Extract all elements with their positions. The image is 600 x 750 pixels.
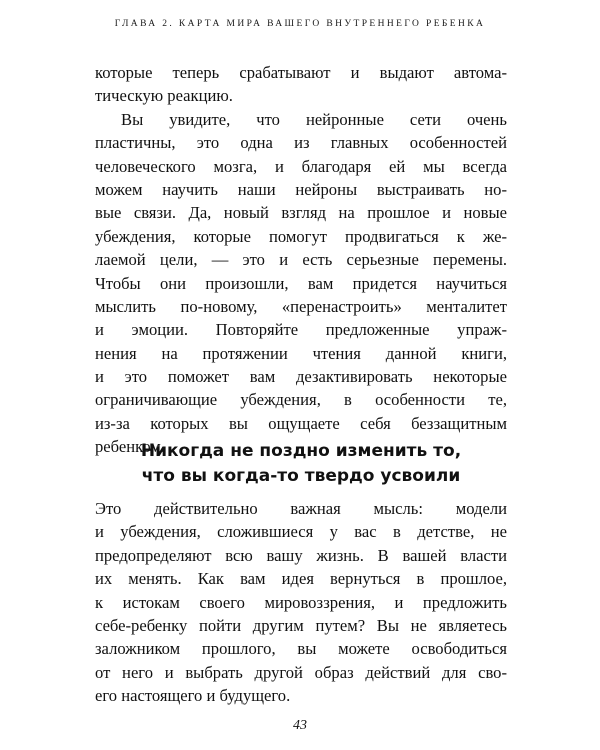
text-line: вые связи. Да, новый взгляд на прошлое и новые	[95, 203, 507, 223]
text-line: пластичны, это одна из главных особенностей	[95, 133, 507, 153]
text-line: предопределяют всю вашу жизнь. В вашей власти	[95, 545, 507, 565]
text-line: себе-ребенку пойти другим путем? Вы не являетесь	[95, 615, 507, 635]
text-line: нения на протяжении чтения данной книги,	[95, 343, 507, 363]
text-line: заложником прошлого, вы можете освободиться	[95, 639, 507, 659]
text-line: его настоящего и будущего.	[95, 686, 291, 706]
paragraph-block-top	[95, 61, 507, 459]
page-number: 43	[293, 718, 307, 733]
text-line: ребенком.	[95, 437, 165, 457]
text-line: можем научить наши нейроны выстраивать но-	[95, 179, 507, 199]
text-line: Это действительно важная мысль: модели	[95, 499, 507, 518]
text-line: и эмоции. Повторяйте предложенные упраж-	[95, 320, 507, 340]
text-line: их менять. Как вам идея вернуться в прошлое,	[95, 569, 507, 589]
text-line: лаемой цели, — это и есть серьезные перемены.	[95, 250, 507, 270]
section-heading	[95, 439, 507, 489]
text-line: которые теперь срабатывают и выдают автома-	[95, 63, 507, 82]
paragraph-block-bottom	[95, 497, 507, 708]
text-line: тическую реакцию.	[95, 86, 233, 106]
text-line: мыслить по-новому, «перенастроить» менталитет	[95, 296, 507, 316]
text-line: к истокам своего мировоззрения, и предложить	[95, 592, 507, 612]
heading-line: Никогда не поздно изменить то,	[140, 441, 462, 461]
text-line: и убеждения, сложившиеся у вас в детстве, не	[95, 522, 507, 542]
text-line: Чтобы они произошли, вам придется научиться	[95, 273, 507, 293]
text-line: убеждения, которые помогут продвигаться к же-	[95, 226, 507, 246]
running-head: ГЛАВА 2. КАРТА МИРА ВАШЕГО ВНУТРЕННЕГО РЕБЕНКА	[114, 19, 486, 29]
text-line: человеческого мозга, и благодаря ей мы всегда	[95, 156, 507, 176]
text-line: из-за которых вы ощущаете себя беззащитным	[95, 413, 507, 433]
text-line: ограничивающие убеждения, в особенности те,	[95, 390, 507, 410]
text-line: и это поможет вам дезактивировать некоторые	[95, 367, 507, 387]
text-line: от него и выбрать другой образ действий для сво-	[95, 662, 507, 682]
heading-line: что вы когда-то твердо усвоили	[141, 466, 461, 486]
text-line: Вы увидите, что нейронные сети очень	[121, 109, 507, 129]
